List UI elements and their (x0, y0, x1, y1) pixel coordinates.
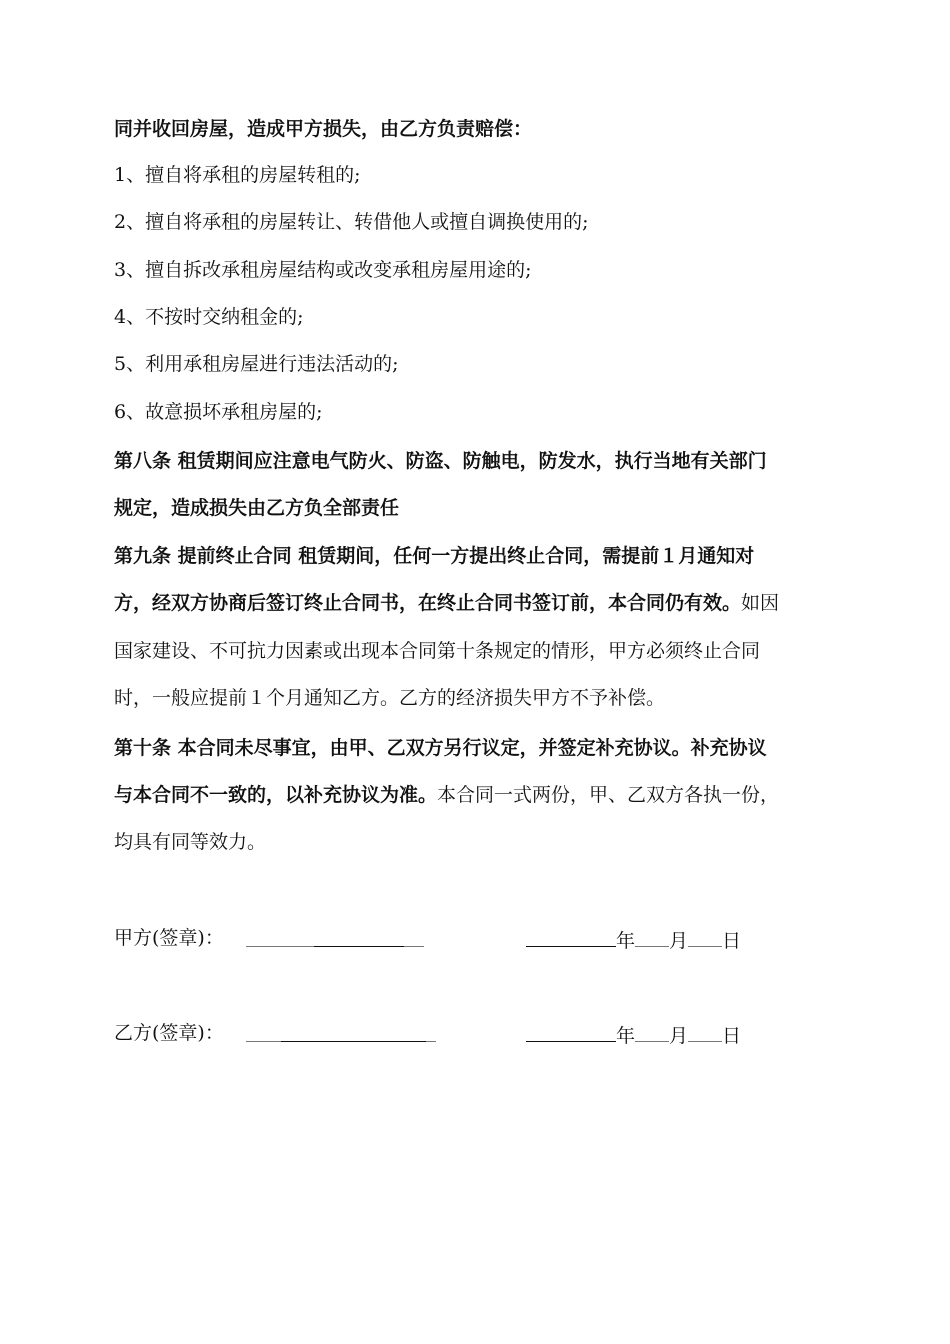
article-9-line-2-normal: 如因 (741, 592, 780, 614)
party-a-day-label: 日 (722, 930, 742, 952)
clause-item-1: 1、擅自将承租的房屋转租的; (114, 164, 361, 186)
clause-item-5: 5、利用承租房屋进行违法活动的; (114, 353, 399, 375)
party-b-signature-line[interactable] (246, 1021, 436, 1048)
article-10-line-2-normal: 本合同一式两份，甲、乙双方各执一份， (437, 784, 780, 806)
party-b-day-blank[interactable] (688, 1021, 722, 1042)
article-9-line-1: 第九条 提前终止合同 租赁期间，任何一方提出终止合同，需提前１月通知对 (114, 545, 755, 567)
clause-item-2: 2、擅自将承租的房屋转让、转借他人或擅自调换使用的; (114, 211, 589, 233)
party-a-signature-label: 甲方(签章)： (114, 927, 224, 949)
party-b-year-label: 年 (616, 1025, 636, 1047)
article-9-line-4: 时，一般应提前１个月通知乙方。乙方的经济损失甲方不予补偿。 (114, 687, 666, 709)
article-9-line-3: 国家建设、不可抗力因素或出现本合同第十条规定的情形，甲方必须终止合同 (114, 640, 761, 662)
clause-item-3: 3、擅自拆改承租房屋结构或改变承租房屋用途的; (114, 259, 532, 281)
party-a-year-label: 年 (616, 930, 636, 952)
clause-item-6: 6、故意损坏承租房屋的; (114, 401, 323, 423)
article-9-line-2 (114, 591, 779, 615)
party-a-month-blank[interactable] (635, 926, 669, 947)
party-b-signature-label: 乙方(签章)： (114, 1022, 224, 1044)
party-a-month-label: 月 (669, 930, 689, 952)
party-b-day-label: 日 (722, 1025, 742, 1047)
article-8-line-2: 规定，造成损失由乙方负全部责任 (114, 497, 400, 519)
party-b-date (526, 1021, 741, 1048)
article-10-line-2 (114, 783, 779, 807)
intro-line: 同并收回房屋，造成甲方损失，由乙方负责赔偿： (114, 118, 533, 140)
article-10-line-1: 第十条 本合同未尽事宜，由甲、乙双方另行议定，并签定补充协议。补充协议 (114, 737, 767, 759)
party-b-month-label: 月 (669, 1025, 689, 1047)
article-9-line-2-bold: 方，经双方协商后签订终止合同书，在终止合同书签订前，本合同仍有效。 (114, 592, 742, 614)
party-a-year-blank[interactable] (526, 926, 616, 947)
party-b-year-blank[interactable] (526, 1021, 616, 1042)
article-8-line-1: 第八条 租赁期间应注意电气防火、防盗、防触电，防发水，执行当地有关部门 (114, 450, 767, 472)
party-a-day-blank[interactable] (688, 926, 722, 947)
clause-item-4: 4、不按时交纳租金的; (114, 306, 304, 328)
party-b-month-blank[interactable] (635, 1021, 669, 1042)
party-a-signature-line[interactable] (246, 926, 424, 953)
party-a-date (526, 926, 741, 953)
article-10-line-2-bold: 与本合同不一致的，以补充协议为准。 (114, 784, 438, 806)
article-10-line-3: 均具有同等效力。 (114, 831, 267, 853)
